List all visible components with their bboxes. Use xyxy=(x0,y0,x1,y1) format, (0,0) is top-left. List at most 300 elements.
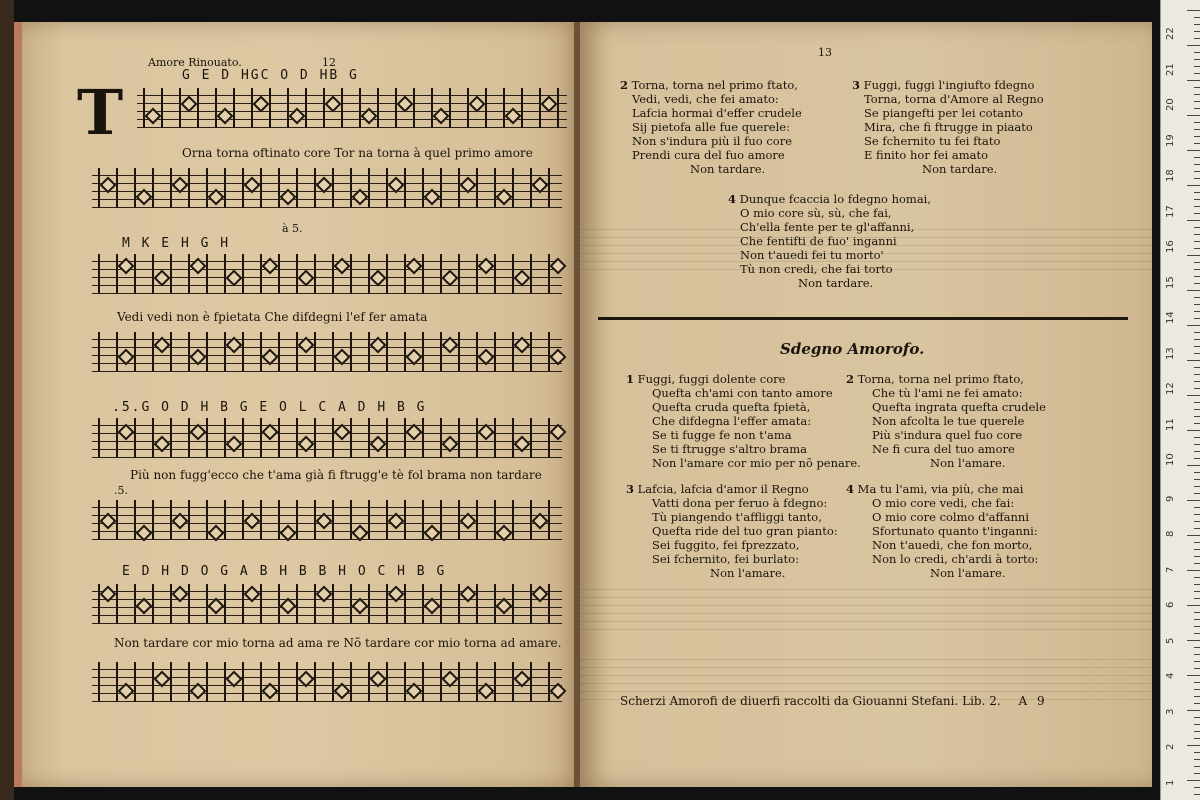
bar-line xyxy=(368,418,370,458)
background-edge xyxy=(0,0,14,800)
ruler-tick xyxy=(1187,220,1200,221)
tab-letters-3: .5.G O D H B G E O L C A D H B G xyxy=(112,400,427,415)
ruler-tick xyxy=(1194,171,1200,172)
bar-line xyxy=(359,88,361,128)
bar-line xyxy=(134,662,136,702)
ruler-tick xyxy=(1187,605,1200,606)
bar-line xyxy=(350,332,352,372)
bar-line xyxy=(260,332,262,372)
bar-line xyxy=(260,500,262,540)
verse-number: 2 xyxy=(620,78,629,92)
bar-line xyxy=(458,168,460,208)
bar-line xyxy=(98,662,100,702)
ruler-tick xyxy=(1194,514,1200,515)
ruler-tick xyxy=(1194,143,1200,144)
ruler-tick xyxy=(1194,738,1200,739)
ruler-tick xyxy=(1194,227,1200,228)
verse-line: Ne fi cura del tuo amore xyxy=(872,442,1015,456)
bar-line xyxy=(224,662,226,702)
bar-line xyxy=(368,584,370,624)
bar-line xyxy=(548,168,550,208)
folio-number: 9 xyxy=(1037,694,1045,708)
footer-text: Scherzi Amorofi de diuerfi raccolti da Giouanni Stefani. Lib. 2. xyxy=(620,694,1001,708)
verse-line: Non lo credi, ch'ardi à torto: xyxy=(872,552,1039,566)
bar-line xyxy=(458,254,460,294)
bar-line xyxy=(98,168,100,208)
bar-line xyxy=(206,332,208,372)
verse-line: Torna, torna nel primo ftato, xyxy=(631,78,798,92)
ruler-tick xyxy=(1187,395,1200,396)
bar-line xyxy=(152,254,154,294)
bar-line xyxy=(98,332,100,372)
decorative-initial: T xyxy=(77,76,124,149)
ruler-tick xyxy=(1194,689,1200,690)
bar-line xyxy=(206,254,208,294)
bar-line xyxy=(440,662,442,702)
verse-refrain: Non l'amare. xyxy=(930,456,1006,470)
lyrics-line-3: Più non fugg'ecco che t'ama già fi ftrugg'e tè fol brama non tardare xyxy=(130,468,542,482)
ruler-tick xyxy=(1194,136,1200,137)
bar-line xyxy=(440,168,442,208)
ruler-tick xyxy=(1187,430,1200,431)
ruler-tick xyxy=(1187,325,1200,326)
bar-line xyxy=(494,254,496,294)
ruler-tick xyxy=(1194,633,1200,634)
verse-line: Ma tu l'ami, via più, che mai xyxy=(857,482,1024,496)
bar-line xyxy=(224,500,226,540)
verse-refrain: Non tardare. xyxy=(922,162,998,176)
ruler-tick xyxy=(1194,108,1200,109)
lyrics-line-1: Orna torna oftinato core Tor na torna à quel primo amore xyxy=(182,146,533,160)
ruler-tick xyxy=(1194,577,1200,578)
tab-staff-3a xyxy=(92,418,562,458)
ruler-label: 18 xyxy=(1165,169,1176,182)
ruler-tick xyxy=(1187,745,1200,746)
bar-line xyxy=(332,168,334,208)
ruler-tick xyxy=(1194,73,1200,74)
bar-line xyxy=(134,168,136,208)
ruler-tick xyxy=(1194,241,1200,242)
bar-line xyxy=(314,254,316,294)
bar-line xyxy=(476,662,478,702)
ruler-tick xyxy=(1194,766,1200,767)
ruler-tick xyxy=(1194,584,1200,585)
ruler-label: 13 xyxy=(1165,346,1176,360)
bar-line xyxy=(548,254,550,294)
ruler-tick xyxy=(1194,458,1200,459)
bar-line xyxy=(512,662,514,702)
bar-line xyxy=(341,88,343,128)
measuring-ruler xyxy=(1160,0,1200,800)
ruler-tick xyxy=(1187,255,1200,256)
ruler-label: 10 xyxy=(1165,453,1176,466)
verse-line: O mio core sù, sù, che fai, xyxy=(740,206,892,220)
ruler-tick xyxy=(1194,52,1200,53)
bar-line xyxy=(188,168,190,208)
bar-line xyxy=(530,332,532,372)
bar-line xyxy=(404,500,406,540)
bar-line xyxy=(278,254,280,294)
tab-staff-2b xyxy=(92,332,562,372)
bar-line xyxy=(422,168,424,208)
bar-line xyxy=(494,168,496,208)
bar-line xyxy=(251,88,253,128)
ruler-label: 4 xyxy=(1165,672,1176,679)
verse-line: Ch'ella fente per te gl'affanni, xyxy=(740,220,915,234)
verse-line: Non afcolta le tue querele xyxy=(872,414,1025,428)
bar-line xyxy=(440,418,442,458)
bar-line xyxy=(548,662,550,702)
ruler-label: 5 xyxy=(1165,637,1176,644)
ruler-tick xyxy=(1194,668,1200,669)
bar-line xyxy=(197,88,199,128)
verse-line: Sei fchernito, fei burlato: xyxy=(652,552,799,566)
bar-line xyxy=(530,584,532,624)
bar-line xyxy=(422,418,424,458)
ruler-tick xyxy=(1194,696,1200,697)
ruler-label: 16 xyxy=(1165,240,1176,253)
ruler-tick xyxy=(1187,185,1200,186)
ruler-label: 2 xyxy=(1165,743,1176,750)
bar-line xyxy=(170,254,172,294)
bar-line xyxy=(314,418,316,458)
ruler-tick xyxy=(1194,31,1200,32)
ruler-tick xyxy=(1194,311,1200,312)
verse-number: 4 xyxy=(846,482,855,496)
bar-line xyxy=(404,418,406,458)
ruler-tick xyxy=(1194,752,1200,753)
bar-line xyxy=(206,168,208,208)
verse-line: O mio core colmo d'affanni xyxy=(872,510,1029,524)
bar-line xyxy=(116,168,118,208)
bar-line xyxy=(296,332,298,372)
bar-line xyxy=(386,662,388,702)
ruler-tick xyxy=(1194,164,1200,165)
verse-refrain: Non l'amare. xyxy=(930,566,1006,580)
marker-5: .5. xyxy=(114,484,128,497)
verse-refrain: Non l'amare. xyxy=(710,566,786,580)
ruler-tick xyxy=(1194,556,1200,557)
bar-line xyxy=(152,584,154,624)
bar-line xyxy=(278,332,280,372)
ruler-tick xyxy=(1187,535,1200,536)
ruler-tick xyxy=(1194,206,1200,207)
ruler-tick xyxy=(1194,416,1200,417)
verse-number: 2 xyxy=(846,372,855,386)
bar-line xyxy=(512,418,514,458)
ruler-tick xyxy=(1194,59,1200,60)
ruler-tick xyxy=(1194,94,1200,95)
verse-line: Fuggi, fuggi dolente core xyxy=(637,372,786,386)
bar-line xyxy=(332,332,334,372)
bar-line xyxy=(278,418,280,458)
bar-line xyxy=(206,418,208,458)
ruler-tick xyxy=(1194,619,1200,620)
verse-refrain: Non tardare. xyxy=(798,276,874,290)
bar-line xyxy=(368,332,370,372)
bar-line xyxy=(287,88,289,128)
bar-line xyxy=(476,584,478,624)
verse-line: Che fentifti de fuo' inganni xyxy=(740,234,897,248)
bar-line xyxy=(368,254,370,294)
ruler-tick xyxy=(1194,381,1200,382)
bar-line xyxy=(161,88,163,128)
bar-line xyxy=(314,168,316,208)
bar-line xyxy=(512,254,514,294)
verse-line: Sfortunato quanto t'inganni: xyxy=(872,524,1038,538)
verse-line: Torna, torna nel primo ftato, xyxy=(857,372,1024,386)
ruler-tick xyxy=(1194,248,1200,249)
ruler-label: 21 xyxy=(1165,62,1176,76)
bar-line xyxy=(116,662,118,702)
ruler-tick xyxy=(1194,598,1200,599)
ruler-tick xyxy=(1194,199,1200,200)
verse-line: Non t'auedi fei tu morto' xyxy=(740,248,884,262)
bar-line xyxy=(350,418,352,458)
bar-line xyxy=(269,88,271,128)
verse-line: Se piangefti per lei cotanto xyxy=(864,106,1023,120)
ruler-tick xyxy=(1194,87,1200,88)
bar-line xyxy=(188,662,190,702)
bar-line xyxy=(215,88,217,128)
bar-line xyxy=(98,254,100,294)
ruler-tick xyxy=(1187,780,1200,781)
ruler-tick xyxy=(1194,682,1200,683)
bar-line xyxy=(143,88,145,128)
verse-line: Quefta ingrata quefta crudele xyxy=(872,400,1046,414)
bar-line xyxy=(386,418,388,458)
verse-line: Se ti fugge fe non t'ama xyxy=(652,428,792,442)
verse-line: Prendi cura del fuo amore xyxy=(632,148,785,162)
ruler-tick xyxy=(1194,269,1200,270)
ruler-tick xyxy=(1194,157,1200,158)
ruler-tick xyxy=(1194,472,1200,473)
tab-staff-3b xyxy=(92,500,562,540)
bar-line xyxy=(98,418,100,458)
verse-line: Vedi, vedi, che fei amato: xyxy=(632,92,779,106)
bar-line xyxy=(152,418,154,458)
verse-line: Lafcia hormai d'effer crudele xyxy=(632,106,802,120)
bar-line xyxy=(188,254,190,294)
left-header-title: Amore Rinouato. xyxy=(148,56,242,69)
verse-line: Lafcia, lafcia d'amor il Regno xyxy=(637,482,809,496)
open-book xyxy=(14,22,1152,787)
ruler-tick xyxy=(1194,626,1200,627)
bar-line xyxy=(512,332,514,372)
bar-line xyxy=(422,662,424,702)
ruler-tick xyxy=(1187,710,1200,711)
ruler-tick xyxy=(1194,542,1200,543)
bar-line xyxy=(314,332,316,372)
bar-line xyxy=(476,418,478,458)
bar-line xyxy=(350,662,352,702)
bar-line xyxy=(440,500,442,540)
ruler-tick xyxy=(1194,647,1200,648)
tab-letters-4: E D H D O G A B H B B H O C H B G xyxy=(122,564,447,579)
bar-line xyxy=(224,254,226,294)
ruler-tick xyxy=(1187,10,1200,11)
bar-line xyxy=(512,168,514,208)
verse-line: Tù non credi, che fai torto xyxy=(740,262,893,276)
verse-line: O mio core vedi, che fai: xyxy=(872,496,1015,510)
ruler-tick xyxy=(1194,493,1200,494)
bar-line xyxy=(386,168,388,208)
bar-line xyxy=(170,662,172,702)
ruler-tick xyxy=(1194,297,1200,298)
ruler-tick xyxy=(1194,38,1200,39)
bar-line xyxy=(242,254,244,294)
ruler-tick xyxy=(1194,563,1200,564)
bar-line xyxy=(458,584,460,624)
ruler-tick xyxy=(1194,283,1200,284)
bar-line xyxy=(440,254,442,294)
bar-line xyxy=(314,584,316,624)
ruler-tick xyxy=(1194,24,1200,25)
ruler-tick xyxy=(1194,731,1200,732)
bar-line xyxy=(476,254,478,294)
bar-line xyxy=(116,418,118,458)
tab-staff-1b xyxy=(92,168,562,208)
bar-line xyxy=(386,254,388,294)
bar-line xyxy=(395,88,397,128)
bar-line xyxy=(323,88,325,128)
ruler-tick xyxy=(1194,591,1200,592)
verse-refrain: Non l'amare cor mio per nõ penare. xyxy=(652,456,861,470)
ruler-label: 6 xyxy=(1165,601,1176,608)
ruler-tick xyxy=(1194,507,1200,508)
ruler-tick xyxy=(1187,465,1200,466)
verse-number: 1 xyxy=(626,372,635,386)
bar-line xyxy=(170,332,172,372)
bleed-through xyxy=(580,582,1152,632)
verse-bottom-2 xyxy=(846,372,1046,470)
ruler-tick xyxy=(1194,234,1200,235)
bar-line xyxy=(260,584,262,624)
ruler-tick xyxy=(1194,717,1200,718)
ruler-tick xyxy=(1194,794,1200,795)
ruler-tick xyxy=(1194,486,1200,487)
ruler-tick xyxy=(1194,101,1200,102)
ruler-tick xyxy=(1187,290,1200,291)
tab-staff-2a xyxy=(92,254,562,294)
ruler-tick xyxy=(1194,66,1200,67)
ruler-label: 7 xyxy=(1165,566,1176,573)
bar-line xyxy=(512,584,514,624)
bar-line xyxy=(422,254,424,294)
bar-line xyxy=(494,418,496,458)
verse-line: Che difdegna l'effer amata: xyxy=(652,414,812,428)
verse-line: Se ti ftrugge s'altro brama xyxy=(652,442,808,456)
bar-line xyxy=(260,254,262,294)
verse-line: Non t'auedi, che fon morto, xyxy=(872,538,1033,552)
verse-bottom-1 xyxy=(626,372,861,470)
lyrics-line-4: Non tardare cor mio torna ad ama re Nõ tardare cor mio torna ad amare. xyxy=(114,636,562,650)
bar-line xyxy=(170,584,172,624)
verse-line: Vatti dona per feruo à fdegno: xyxy=(652,496,828,510)
verse-line: Non s'indura più il fuo core xyxy=(632,134,792,148)
ruler-tick xyxy=(1194,332,1200,333)
bar-line xyxy=(170,168,172,208)
verse-line: Mira, che fi ftrugge in piaato xyxy=(864,120,1033,134)
ruler-label: 17 xyxy=(1165,204,1176,218)
bar-line xyxy=(188,584,190,624)
bar-line xyxy=(134,332,136,372)
ruler-tick xyxy=(1187,500,1200,501)
ruler-tick xyxy=(1194,262,1200,263)
ruler-tick xyxy=(1194,521,1200,522)
bar-line xyxy=(242,168,244,208)
ruler-tick xyxy=(1194,178,1200,179)
bar-line xyxy=(224,584,226,624)
bar-line xyxy=(548,584,550,624)
ruler-tick xyxy=(1194,654,1200,655)
ruler-tick xyxy=(1194,423,1200,424)
bar-line xyxy=(476,168,478,208)
bar-line xyxy=(116,584,118,624)
bar-line xyxy=(368,500,370,540)
left-page-number: 12 xyxy=(322,56,336,69)
bar-line xyxy=(314,662,316,702)
ruler-label: 3 xyxy=(1165,708,1176,715)
bar-line xyxy=(332,662,334,702)
bar-line xyxy=(548,500,550,540)
ruler-tick xyxy=(1194,304,1200,305)
bar-line xyxy=(332,254,334,294)
ruler-tick xyxy=(1187,115,1200,116)
bar-line xyxy=(530,254,532,294)
marker-a5: à 5. xyxy=(282,222,303,235)
bar-line xyxy=(224,332,226,372)
bar-line xyxy=(368,168,370,208)
verse-line: Dunque fcaccia lo fdegno homai, xyxy=(739,192,932,206)
verse-line: Che tù l'ami ne fei amato: xyxy=(872,386,1023,400)
verse-line: Sei fuggito, fei fprezzato, xyxy=(652,538,800,552)
bar-line xyxy=(386,584,388,624)
bar-line xyxy=(206,662,208,702)
verse-line: Sij pietofa alle fue querele: xyxy=(632,120,790,134)
ruler-tick xyxy=(1194,388,1200,389)
right-page xyxy=(580,22,1152,787)
ruler-tick xyxy=(1194,192,1200,193)
bar-line xyxy=(152,662,154,702)
ruler-tick xyxy=(1187,640,1200,641)
bar-line xyxy=(530,418,532,458)
bar-line xyxy=(98,584,100,624)
bar-line xyxy=(188,418,190,458)
bar-line xyxy=(557,88,559,128)
bar-line xyxy=(413,88,415,128)
ruler-tick xyxy=(1194,724,1200,725)
verse-line: Quefta ride del tuo gran pianto: xyxy=(652,524,838,538)
bar-line xyxy=(548,332,550,372)
ruler-tick xyxy=(1194,661,1200,662)
bar-line xyxy=(332,584,334,624)
bar-line xyxy=(152,500,154,540)
bar-line xyxy=(296,584,298,624)
bar-line xyxy=(242,584,244,624)
bar-line xyxy=(260,418,262,458)
ruler-tick xyxy=(1187,570,1200,571)
ruler-tick xyxy=(1194,346,1200,347)
verse-number: 4 xyxy=(728,192,737,206)
ruler-tick xyxy=(1194,479,1200,480)
bar-line xyxy=(386,332,388,372)
ruler-tick xyxy=(1194,367,1200,368)
ruler-tick xyxy=(1194,213,1200,214)
bar-line xyxy=(539,88,541,128)
bar-line xyxy=(458,662,460,702)
ruler-tick xyxy=(1194,451,1200,452)
